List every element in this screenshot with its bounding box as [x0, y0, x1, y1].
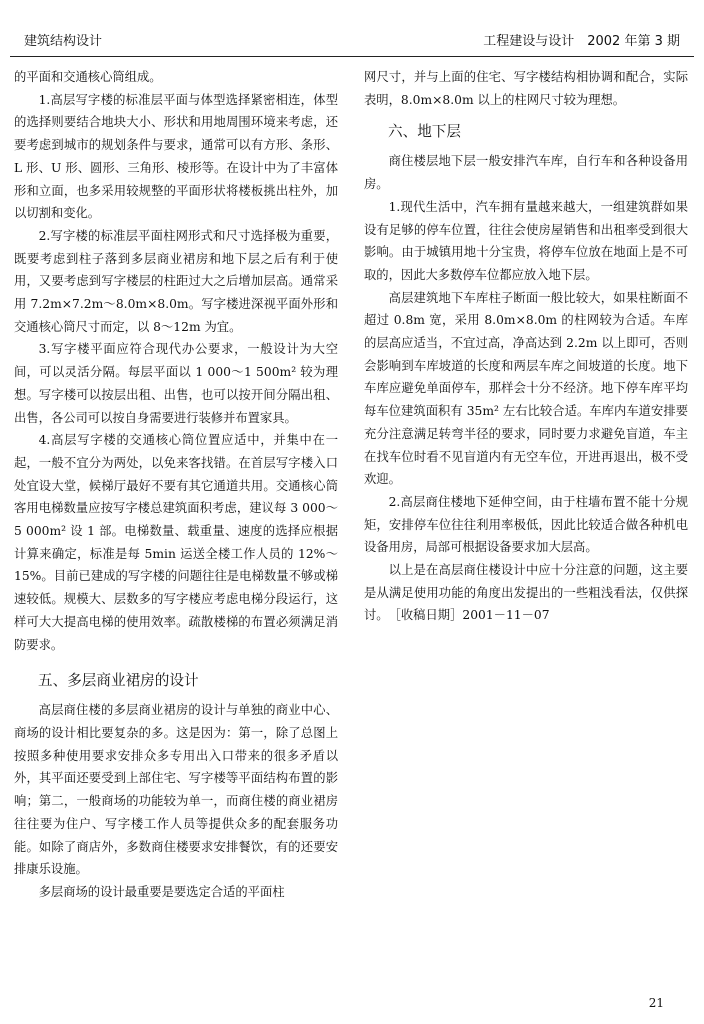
paragraph: 多层商场的设计最重要是要选定合适的平面柱: [38, 884, 285, 899]
paragraph: 2.高层商住楼地下延伸空间，由于柱墙布置不能十分规矩，安排停车位往往利用率极低，因此比较适合做各种机电设备用房，局部可根据设备要求加大层高。: [364, 494, 688, 555]
right-column: [364, 66, 688, 627]
paragraph: 4.高层写字楼的交通核心筒位置应适中，并集中在一起，一般不宜分为两处，以免来客找错。在首层写字楼入口处宜设大堂，候梯厅最好不要有其它通道共用。交通核心筒客用电梯数量应按写字楼总建筑面积考虑，建议每 3 000～5 000m² 设 1 部。电梯数量、载重量、速度的选择应根据计算来确定，标准是每 5min 运送全楼工作人员的 12%～15%。目前已建成的写字楼的问题往往是电梯数量不够或梯速较低。规模大、层数多的写字楼应考虑电梯分段运行，这样可大大提高电梯的使用效率。疏散楼梯的布置必须满足消防要求。: [14, 433, 338, 652]
section-heading: 六、地下层: [388, 123, 461, 141]
paragraph: 1.现代生活中，汽车拥有量越来越大，一组建筑群如果设有足够的停车位置，往往会使房屋销售和出租率受到很大影响。由于城镇用地十分宝贵，将停车位放在地面上是不可取的，因此大多数停车位都应放入地下层。: [364, 199, 688, 282]
paragraph: 的平面和交通核心筒组成。: [14, 70, 162, 84]
paragraph: 2.写字楼的标准层平面柱网形式和尺寸选择极为重要，既要考虑到柱子落到多层商业裙房和地下层之后有利于使用，又要考虑到写字楼层的柱距过大之后增加层高。通常采用 7.2m×7.2m～8.0m×8.0m。写字楼进深视平面外形和交通核心筒尺寸而定，以 8～12m 为宜。: [14, 228, 338, 334]
paragraph: 网尺寸，并与上面的住宅、写字楼结构相协调和配合，实际表明，8.0m×8.0m 以上的柱网尺寸较为理想。: [364, 70, 688, 107]
page-number: 21: [648, 996, 664, 1010]
header-journal-issue: 工程建设与设计 2002 年第 3 期: [483, 34, 680, 49]
paragraph: 以上是在高层商住楼设计中应十分注意的问题，这主要是从满足使用功能的角度出发提出的一些粗浅看法，仅供探讨。 ［收稿日期］2001－11－07: [364, 563, 688, 623]
paragraph: 高层建筑地下车库柱子断面一般比较大，如果柱断面不超过 0.8m 宽，采用 8.0m×8.0m 的柱网较为合适。车库的层高应适当，不宜过高，净高达到 2.2m 以上即可，否则会影响到车库坡道的长度和两层车库之间坡道的长度。地下车库应避免单面停车，那样会十分不经济。地下停车库平均每车位建筑面积有 35m² 左右比较合适。车库内车道安排要充分注意满足转弯半径的要求，同时要力求避免盲道，车主在找车位时看不见盲道内有无空车位，开进再退出，极不受欢迎。: [364, 290, 688, 487]
header-divider: [10, 56, 694, 57]
header-journal-section: 建筑结构设计: [24, 34, 103, 49]
running-header: [24, 30, 680, 52]
paragraph: 1.高层写字楼的标准层平面与体型选择紧密相连，体型的选择则要结合地块大小、形状和用地周围环境来考虑，还要考虑到城市的规划条件与要求，通常可以有方形、条形、L 形、U 形、圆形、三角形、棱形等。在设计中为了丰富体形和立面，也多采用较规整的平面形状将楼板挑出柱外，加以切割和变化。: [14, 92, 338, 221]
paragraph: 3.写字楼平面应符合现代办公要求，一般设计为大空间，可以灵活分隔。每层平面以 1 000～1 500m² 较为理想。写字楼可以按层出租、出售，也可以按开间分隔出租、出售，各公司可以按自身需要进行装修并布置家具。: [14, 342, 338, 425]
left-column: [14, 66, 338, 904]
paragraph: 高层商住楼的多层商业裙房的设计与单独的商业中心、商场的设计相比要复杂的多。这是因为：第一，除了总图上按照多种使用要求安排众多专用出入口带来的很多矛盾以外，其平面还要受到上部住宅、写字楼等平面结构布置的影响；第二，一般商场的功能较为单一，而商住楼的商业裙房往往要为住户、写字楼工作人员等提供众多的配套服务功能。如除了商店外，多数商住楼要求安排餐饮，有的还要安排康乐设施。: [14, 703, 338, 877]
section-heading: 五、多层商业裙房的设计: [38, 672, 199, 690]
paragraph: 商住楼层地下层一般安排汽车库，自行车和各种设备用房。: [364, 154, 688, 192]
